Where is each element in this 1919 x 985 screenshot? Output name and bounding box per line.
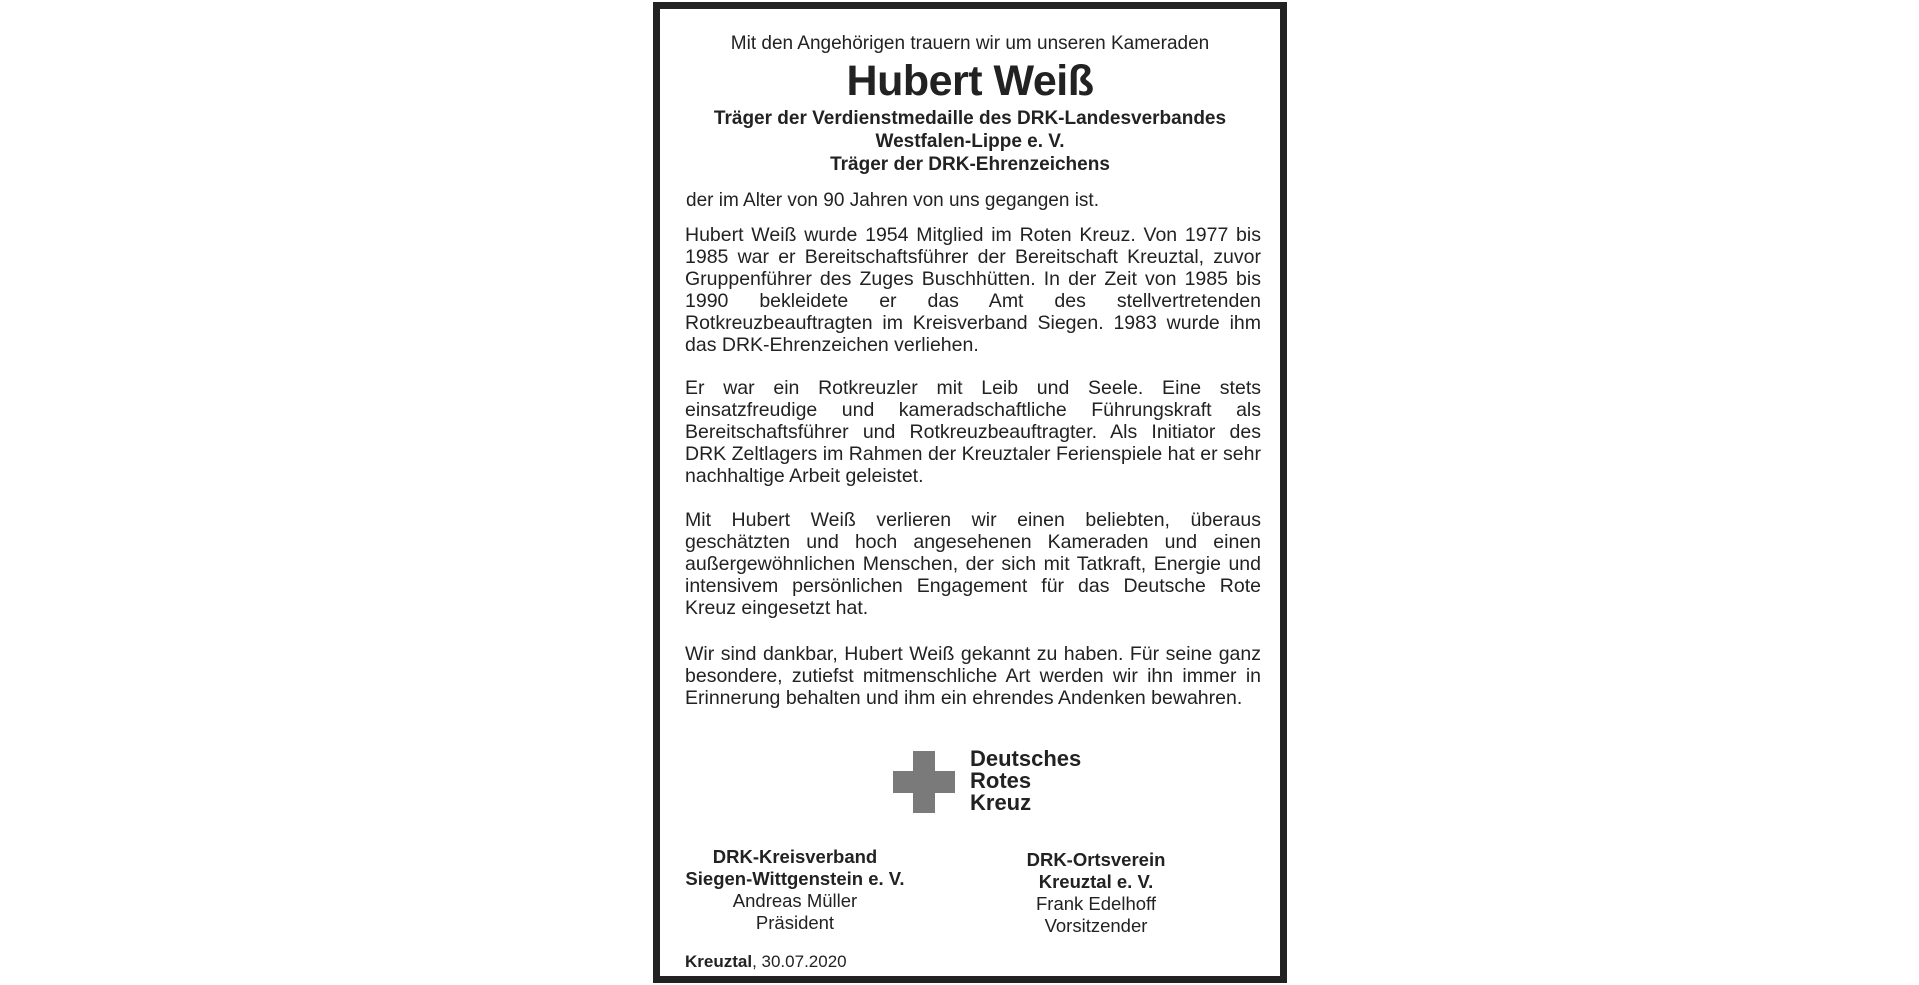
signatory-role: Präsident <box>755 912 835 933</box>
honor-line: Westfalen-Lippe e. V. <box>875 131 1065 152</box>
paragraph-gratitude: Wir sind dankbar, Hubert Weiß gekannt zu haben. Für seine ganz besondere, zutiefst mitmenschliche Art werden wir ihn immer in Erinnerung behalten und ihm ein ehrendes Andenken bewahren. <box>685 643 1261 709</box>
signatory-org-line: DRK-Kreisverband <box>712 846 878 867</box>
drk-logo <box>893 746 1113 819</box>
signatory-org-line: Kreuztal e. V. <box>1038 871 1154 892</box>
signatory-org-line: Siegen-Wittgenstein e. V. <box>685 868 905 889</box>
signatory-person: Andreas Müller <box>732 890 858 911</box>
age-line: der im Alter von 90 Jahren von uns gegangen ist. <box>686 190 1099 211</box>
signatory-role: Vorsitzender <box>1044 915 1148 936</box>
signatory-person: Frank Edelhoff <box>1036 893 1156 914</box>
intro-line: Mit den Angehörigen trauern wir um unseren Kameraden <box>730 33 1210 54</box>
honors-block <box>660 107 1280 176</box>
paragraph-character: Er war ein Rotkreuzler mit Leib und Seele. Eine stets einsatzfreudige und kameradschaftliche Führungskraft als Bereitschaftsführer und Rotkreuzbeauftragter. Als Initiator des DRK Zeltlagers im Rahmen der Kreuztaler Ferienspiele hat er sehr nachhaltige Arbeit geleistet. <box>685 377 1261 487</box>
signatory-org-line: DRK-Ortsverein <box>1026 849 1166 870</box>
paragraph-loss: Mit Hubert Weiß verlieren wir einen beliebten, überaus geschätzten und hoch angesehenen Kameraden und einen außergewöhnlichen Menschen, der sich mit Tatkraft, Energie und intensivem persönlichen Engagement für das Deutsche Rote Kreuz eingesetzt hat. <box>685 509 1261 619</box>
honor-line: Träger der Verdienstmedaille des DRK-Landesverbandes <box>713 108 1227 129</box>
place: Kreuztal <box>685 952 753 971</box>
date: , 30.07.2020 <box>752 952 847 971</box>
signatory-ortsverein <box>996 849 1196 937</box>
logo-line: Kreuz <box>970 790 1032 815</box>
place-date-line <box>685 952 847 972</box>
paragraph-career: Hubert Weiß wurde 1954 Mitglied im Roten Kreuz. Von 1977 bis 1985 war er Bereitschaftsführer der Bereitschaft Kreuztal, zuvor Gruppenführer des Zuges Buschhütten. In der Zeit von 1985 bis 1990 bekleidete er das Amt des stellvertretenden Rotkreuzbeauftragten im Kreisverband Siegen. 1983 wurde ihm das DRK-Ehrenzeichen verliehen. <box>685 224 1261 356</box>
obituary-notice <box>653 2 1287 983</box>
logo-line: Rotes <box>970 768 1032 793</box>
signatory-kreisverband <box>680 846 910 934</box>
honor-line: Träger der DRK-Ehrenzeichens <box>830 154 1110 175</box>
deceased-name: Hubert Weiß <box>846 57 1094 105</box>
logo-wordmark <box>970 748 1081 814</box>
logo-line: Deutsches <box>970 746 1082 771</box>
